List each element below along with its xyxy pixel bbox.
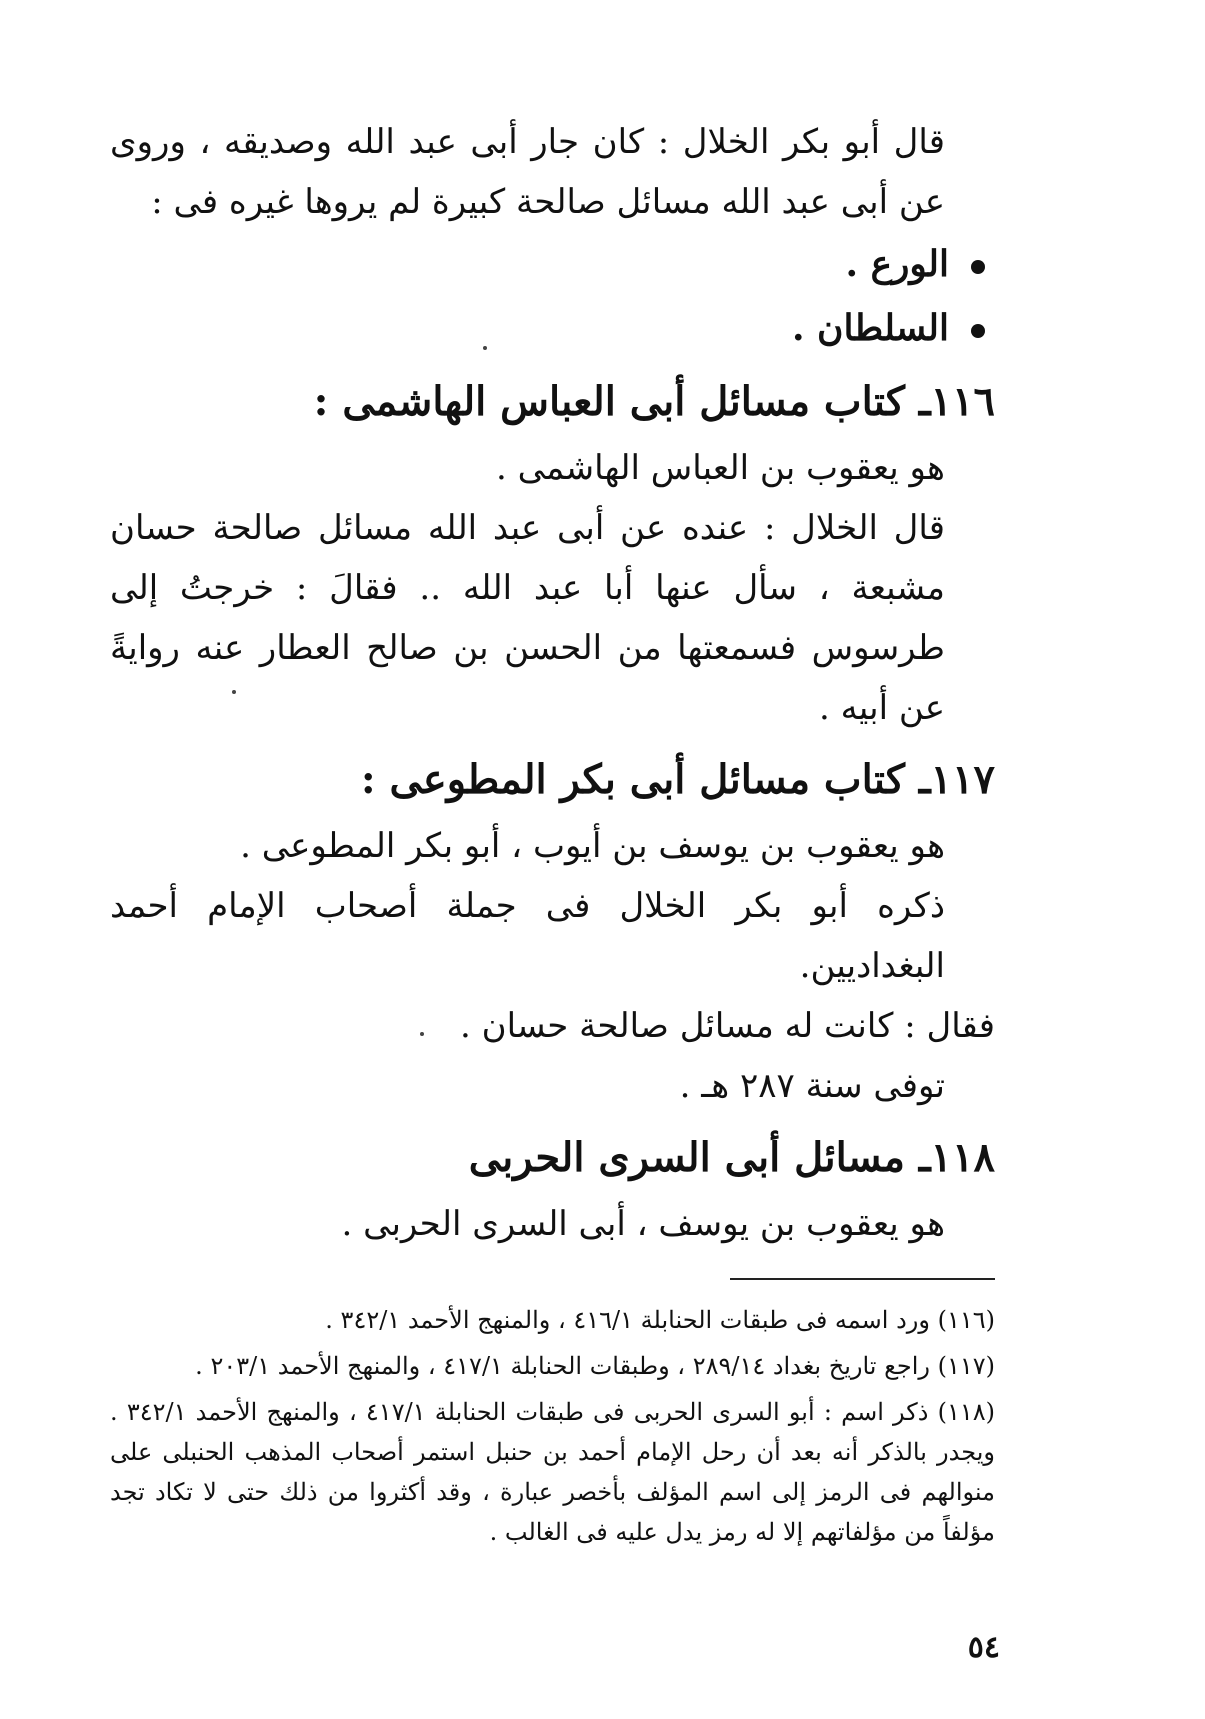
bullet-text: السلطان . [791,307,949,349]
scan-speck [232,690,236,694]
bullet-item [110,232,995,296]
bullet-item [110,296,995,360]
footnote-118: (١١٨) ذكر اسم : أبو السرى الحربى فى طبقات الحنابلة ٤١٧/١ ، والمنهج الأحمد ٣٤٢/١ . ويجدر بالذكر أنه بعد أن رحل الإمام أحمد بن حنبل استمر أصحاب المذهب الحنبلى على منوالهم فى الرمز إلى اسم المؤلف بأخصر عبارة ، وقد أكثروا من ذلك حتى لا تكاد تجد مؤلفاً من مؤلفاتهم إلا له رمز يدل عليه فى الغالب . [110,1398,996,1546]
bullet-icon [971,260,985,274]
footnote-116: (١١٦) ورد اسمه فى طبقات الحنابلة ٤١٦/١ ، والمنهج الأحمد ٣٤٢/١ . [325,1306,995,1334]
section-118-paragraph: هو يعقوب بن يوسف ، أبى السرى الحربى . [341,1204,945,1244]
footnotes [110,1300,995,1558]
section-117-paragraph: ذكره أبو بكر الخلال فى جملة أصحاب الإمام أحمد البغداديين. [110,886,945,986]
bullet-icon [971,324,985,338]
section-heading-116: ١١٦ـ كتاب مسائل أبى العباس الهاشمى : [313,378,995,425]
scan-speck [420,1032,424,1036]
intro-paragraph: قال أبو بكر الخلال : كان جار أبى عبد الله وصديقه ، وروى عن أبى عبد الله مسائل صالحة كبيرة لم يروها غيره فى : [110,122,945,222]
page-number: ٥٤ [967,1630,1000,1665]
section-116-paragraph: هو يعقوب بن العباس الهاشمى . [496,448,945,488]
section-116-paragraph: قال الخلال : عنده عن أبى عبد الله مسائل صالحة حسان مشبعة ، سأل عنها أبا عبد الله .. فقالَ : خرجتُ إلى طرسوس فسمعتها من الحسن بن صالح العطار عنه روايةً عن أبيه . [110,508,945,728]
section-117-paragraph: توفى سنة ٢٨٧ هـ . [679,1066,945,1106]
section-117-paragraph: فقال : كانت له مسائل صالحة حسان . [460,1006,995,1046]
section-heading-118: ١١٨ـ مسائل أبى السرى الحربى [468,1134,995,1181]
section-117-paragraph: هو يعقوب بن يوسف بن أيوب ، أبو بكر المطوعى . [240,826,945,866]
bullet-text: الورع . [845,243,949,285]
scan-speck [483,346,487,350]
main-text [110,112,995,1254]
footnote-117: (١١٧) راجع تاريخ بغداد ٢٨٩/١٤ ، وطبقات الحنابلة ٤١٧/١ ، والمنهج الأحمد ٢٠٣/١ . [195,1352,995,1380]
section-heading-117: ١١٧ـ كتاب مسائل أبى بكر المطوعى : [360,756,995,803]
footnote-divider [730,1278,995,1280]
